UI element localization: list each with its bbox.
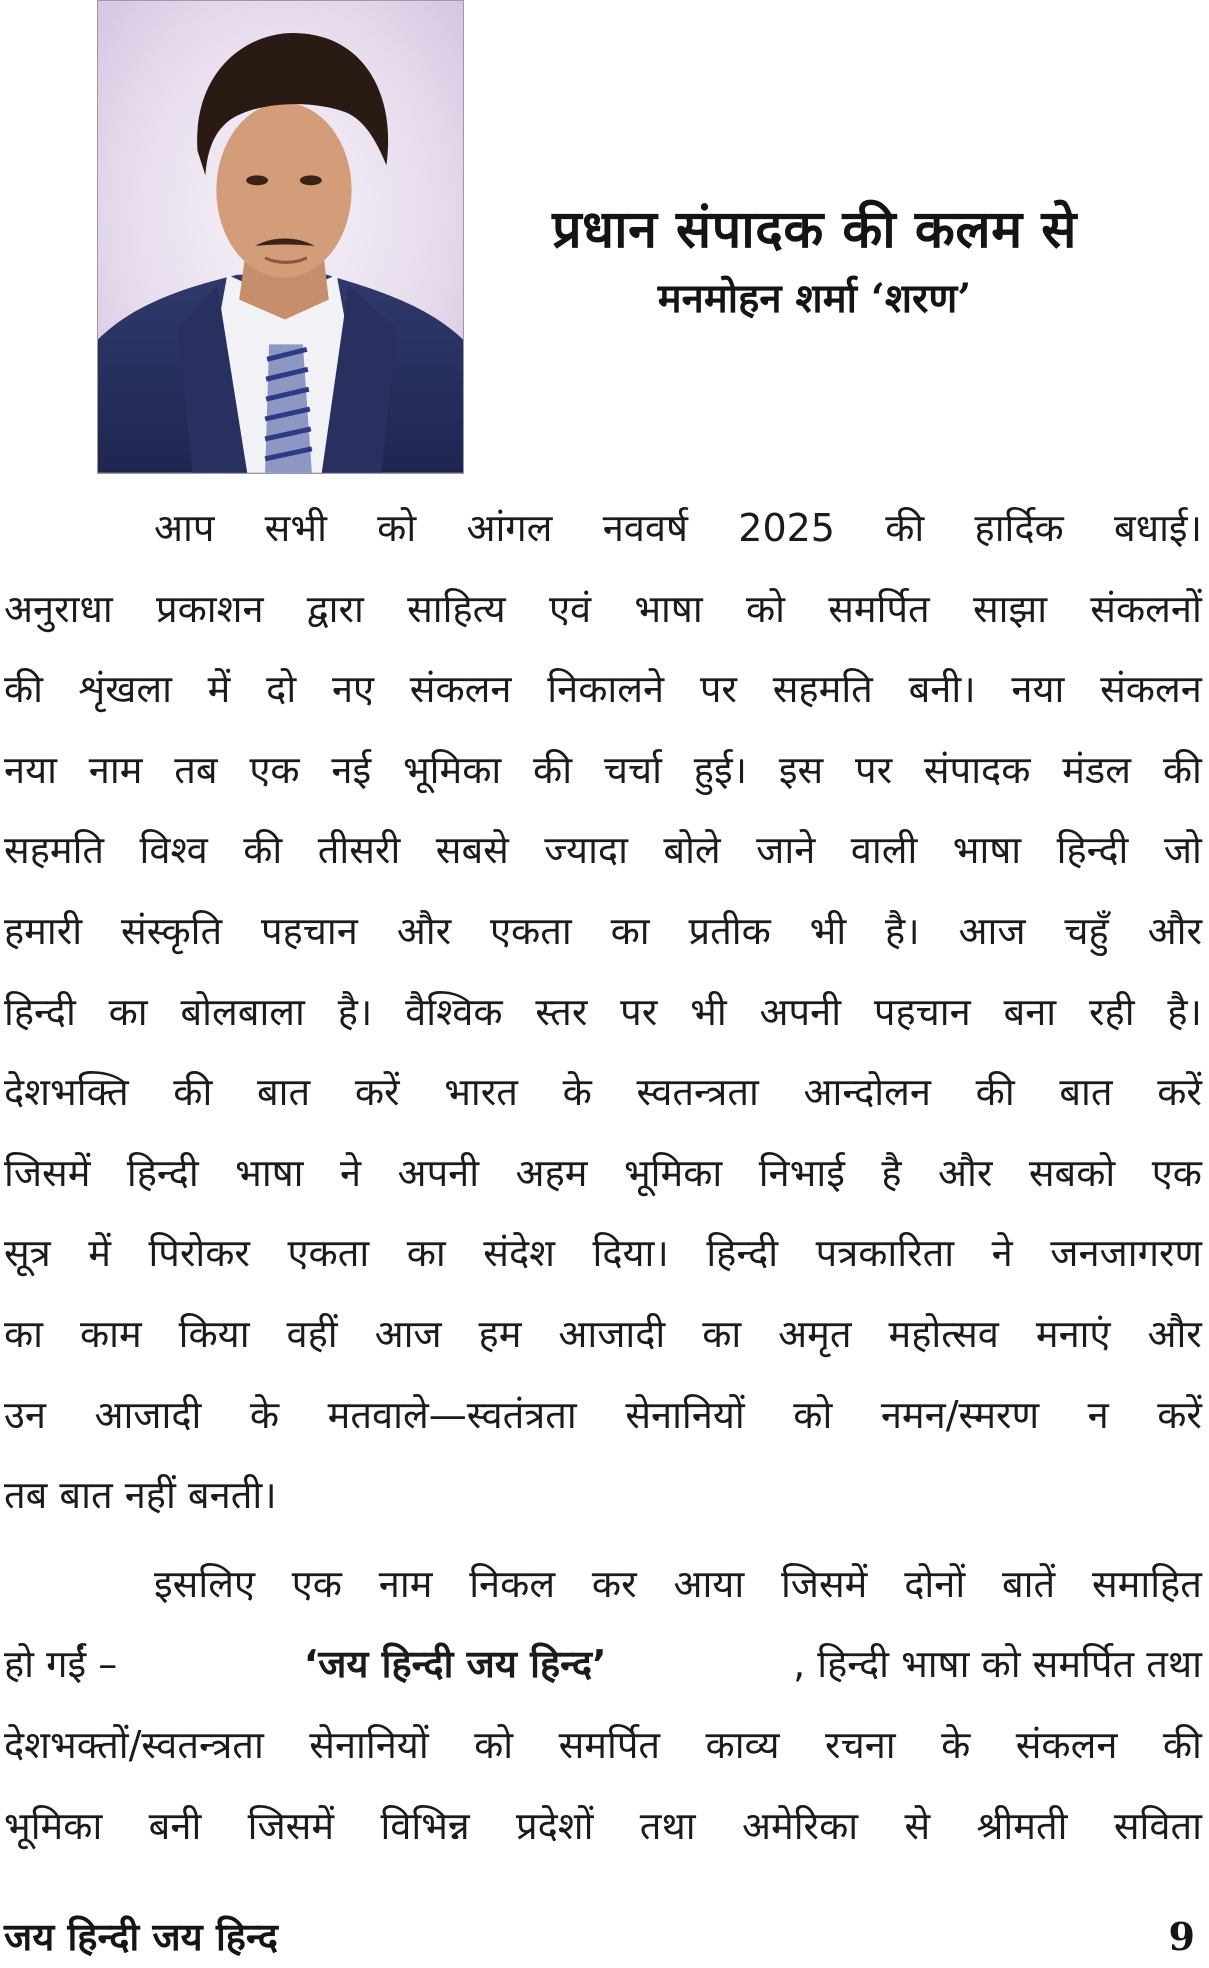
word: करें [354,1070,400,1115]
word: हुई। [693,747,748,792]
word: निभाई [758,1150,845,1195]
word: हार्दिक [974,506,1064,550]
word: करें [1157,1392,1202,1437]
word: तब [174,747,218,792]
word: संकलन [409,667,512,712]
word: स्वतन्त्रता [636,1070,759,1115]
text-line [4,1213,1202,1294]
word: प्रदेशों [515,1803,594,1848]
word: हिन्दी [706,1231,779,1276]
word: हिन्दी [126,1150,199,1195]
word: है। [885,908,920,953]
word: वैश्विक [405,989,503,1034]
word: हिन्दी [4,989,76,1034]
word: ज्यादा [544,828,628,873]
paragraph-1 [4,488,1202,1536]
word: प्रकाशन [155,586,264,631]
word: भाषा [634,586,703,631]
word: संकलन [1100,667,1202,712]
paragraph-2 [4,1544,1202,1866]
word: एक [249,747,300,792]
word: विभिन्न [380,1803,470,1848]
word: एक [291,1561,342,1606]
word: पर [620,989,658,1034]
word: निकल [469,1561,556,1606]
text-line [4,1133,1202,1214]
word: दो [266,667,297,712]
word: एवं [548,586,592,631]
word: संपादक [923,747,1031,792]
word: भूमिका [402,747,502,792]
word: की [1162,1722,1202,1767]
text-line [4,1705,1202,1786]
word: करें [1157,1070,1202,1115]
word: भाषा [952,828,1022,873]
page-title: प्रधान संपादक की कलम से [552,199,1077,260]
text-line [4,1375,1202,1456]
word: प्रतीक [688,908,771,953]
word: वहीं [286,1311,338,1356]
word: का [4,1311,44,1356]
text-line-with-emphasis [4,1624,1202,1705]
word: एक [1151,1150,1202,1195]
word: पहचान [261,908,358,953]
word: बोलबाला [180,989,305,1034]
word: है। [337,989,373,1034]
text-line [4,730,1202,811]
word: का [108,989,148,1034]
word: को [793,1392,833,1437]
word: देशभक्ति [4,1070,129,1115]
word: अनुराधा [4,586,113,631]
word: का [406,1231,446,1276]
page-footer [4,1906,1195,1966]
word: महोत्सव [888,1311,999,1356]
word: पहचान [873,989,971,1034]
word: और [1147,908,1202,953]
text-line [4,1544,1202,1625]
word: ने [339,1150,362,1195]
word: पर [699,667,737,712]
word: जिसमें [4,1150,91,1195]
word: स्तर [535,989,588,1034]
word: में [88,1231,111,1276]
word: आन्दोलन [803,1070,931,1115]
footer-publication-name: जय हिन्दी जय हिन्द [4,1914,278,1959]
word: संकलन [1015,1722,1118,1767]
word: रचना [825,1722,896,1767]
word: कर [591,1561,637,1606]
word: नाम [378,1561,433,1606]
word: श्रीमती [976,1803,1068,1848]
text-line [4,1294,1202,1375]
word: के [941,1722,971,1767]
word: देशभक्तों/स्वतन्त्रता [4,1722,264,1767]
word: बधाई। [1114,506,1202,550]
emphasized-publication-title: ‘जय हिन्दी जय हिन्द’ [303,1642,607,1687]
word: साझा [972,586,1048,631]
portrait-illustration [98,1,463,473]
word: आया [673,1561,745,1606]
word: आंगल [466,506,553,550]
word: सबको [1028,1150,1116,1195]
word: पर [854,747,893,792]
word: हिन्दी [1056,828,1129,873]
word: हमारी [4,908,83,953]
word: ने [991,1231,1013,1276]
word: की [4,667,44,712]
word: समर्पित [558,1722,661,1767]
word: न [1087,1392,1109,1437]
word: बोले [663,828,721,873]
word: इसलिए [154,1561,255,1606]
word: इस [778,747,824,792]
word: हम [478,1311,522,1356]
word: पत्रकारिता [815,1231,955,1276]
author-name: मनमोहन शर्मा ‘शरण’ [657,275,972,322]
word: जिसमें [247,1803,335,1848]
word: संस्कृति [121,908,223,953]
editorial-heading [480,195,1149,329]
word: सबसे [435,828,509,873]
text-line: तब बात नहीं बनती। [4,1473,277,1518]
word: निकालने [547,667,665,712]
word: समर्पित [828,586,930,631]
word: रही [1088,989,1135,1034]
word: की [533,747,573,792]
word: चहुँ [1064,908,1109,953]
word: अपनी [397,1150,480,1195]
word: द्वारा [306,586,364,631]
word: सविता [1113,1803,1202,1848]
word: भी [809,908,847,953]
word: भूमिका [4,1803,103,1848]
text-line [4,488,1202,569]
word: अहम [515,1150,588,1195]
word: उन [4,1392,46,1437]
word: आप [154,506,215,550]
editor-portrait-photo [97,0,464,474]
word: नई [331,747,372,792]
word: काम [79,1311,142,1356]
word: दोनों [904,1561,966,1606]
word: जो [1163,828,1202,873]
word: और [937,1150,993,1195]
word: के [249,1392,280,1437]
text-segment: , हिन्दी भाषा को समर्पित तथा [793,1642,1202,1687]
word: संदेश [483,1231,555,1276]
text-line [4,891,1202,972]
word: 2025 [738,506,835,550]
word: भारत [444,1070,518,1115]
word: संकलनों [1090,586,1202,631]
text-line [4,649,1202,730]
word: आजादी [94,1392,202,1437]
word: नया [4,747,57,792]
text-segment: हो गईं – [4,1642,118,1687]
word: तथा [639,1803,696,1848]
word: आज [958,908,1026,953]
text-line [4,1786,1202,1867]
word: की [1162,747,1202,792]
word: और [396,908,452,953]
text-line [4,1052,1202,1133]
word: नमन/स्मरण [880,1392,1040,1437]
paragraph-spacer [4,1536,1202,1544]
word: अमेरिका [741,1803,859,1848]
text-line [4,972,1202,1053]
text-line [4,569,1202,650]
word: एकता [287,1231,370,1276]
word: और [1147,1311,1202,1356]
word: मतवाले—स्वतंत्रता [327,1392,577,1437]
word: भूमिका [623,1150,723,1195]
word: सभी [264,506,327,550]
word: में [207,667,231,712]
word: बातें [1001,1561,1056,1606]
word: भी [690,989,727,1034]
word: को [474,1722,514,1767]
word: नए [331,667,375,712]
word: सहमति [772,667,873,712]
word: को [377,506,417,550]
word: साहित्य [407,586,506,631]
word: का [702,1311,742,1356]
word: की [173,1070,213,1115]
word: अमृत [778,1311,852,1356]
word: की [975,1070,1015,1115]
word: दिया। [592,1231,669,1276]
word: शृंखला [78,667,172,712]
word: मंडल [1062,747,1132,792]
word: की [243,828,283,873]
word: आजादी [558,1311,666,1356]
word: सेनानियों [309,1722,429,1767]
word: नया [1011,667,1065,712]
word: का [610,908,650,953]
page-number: 9 [1168,1913,1195,1959]
word: से [904,1803,931,1848]
word: बात [1059,1070,1113,1115]
word: तीसरी [317,828,401,873]
word: पिरोकर [148,1231,250,1276]
word: जिसमें [780,1561,868,1606]
word: भाषा [235,1150,304,1195]
word: के [562,1070,592,1115]
word: बना [1003,989,1057,1034]
word: सेनानियों [625,1392,745,1437]
word: एकता [490,908,572,953]
word: सूत्र [4,1231,51,1276]
editorial-body [4,488,1202,1866]
word: मनाएं [1035,1311,1111,1356]
word: वाली [850,828,918,873]
word: बनी [148,1803,202,1848]
word: आज [374,1311,442,1356]
word: काव्य [705,1722,780,1767]
word: बनी। [908,667,976,712]
word: किया [178,1311,250,1356]
word: विश्व [139,828,208,873]
word: चर्चा [603,747,662,792]
word: नववर्ष [602,506,689,550]
word: जनजागरण [1050,1231,1202,1276]
word: जाने [756,828,816,873]
word: है। [1167,989,1202,1034]
word: अपनी [759,989,842,1034]
word: समाहित [1091,1561,1202,1606]
word: नाम [88,747,143,792]
word: की [885,506,925,550]
word: है [881,1150,902,1195]
word: बात [256,1070,311,1115]
text-line [4,810,1202,891]
word: को [745,586,785,631]
word: सहमति [4,828,105,873]
